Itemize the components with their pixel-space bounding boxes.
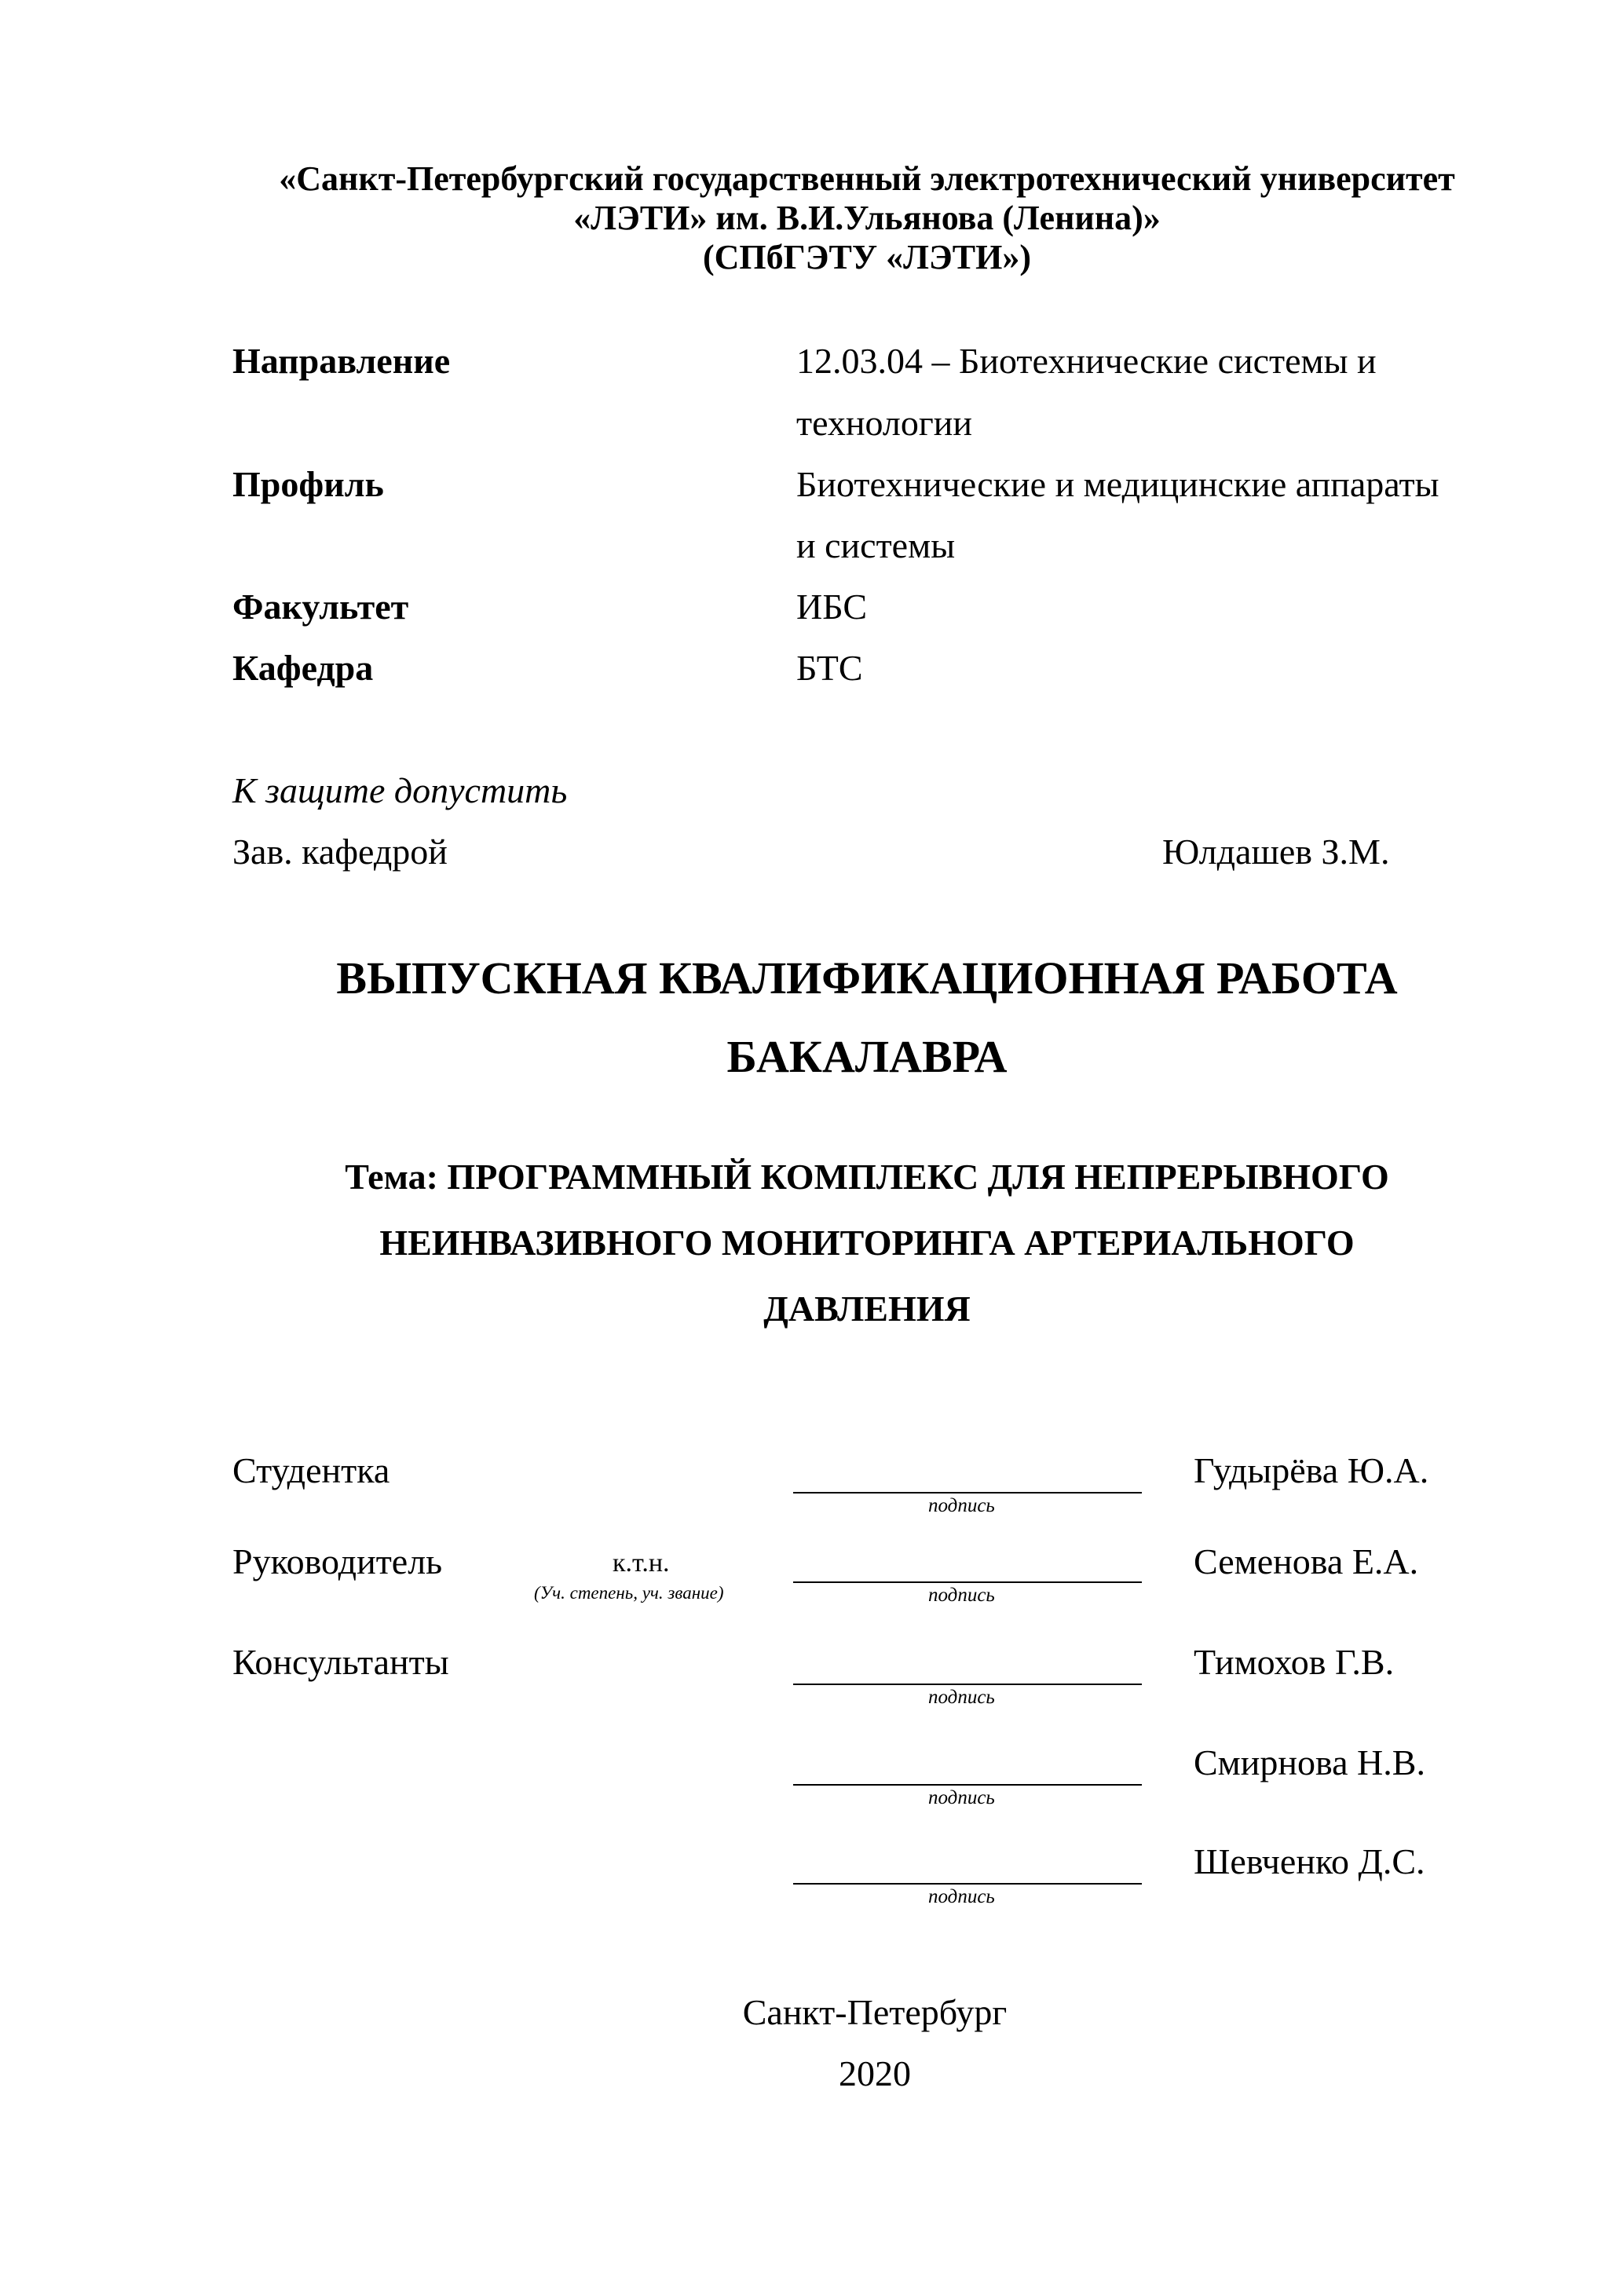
info-value-direction-line2: технологии — [796, 403, 972, 443]
info-value-profile-line1: Биотехнические и медицинские аппараты — [796, 464, 1439, 504]
signature-line — [793, 1581, 1142, 1583]
signature-caption: подпись — [928, 1585, 995, 1606]
info-value-profile-line2: и системы — [796, 525, 956, 565]
signature-line — [793, 1883, 1142, 1885]
signature-name-student: Гудырёва Ю.А. — [1194, 1450, 1429, 1490]
signature-name-consultant-2: Смирнова Н.В. — [1194, 1742, 1425, 1782]
work-title-line1: ВЫПУСКНАЯ КВАЛИФИКАЦИОННАЯ РАБОТА — [336, 952, 1398, 1004]
university-abbreviation: (СПбГЭТУ «ЛЭТИ») — [703, 238, 1031, 276]
signature-role-supervisor: Руководитель — [232, 1541, 443, 1581]
topic-line3: ДАВЛЕНИЯ — [763, 1289, 971, 1329]
signature-caption: подпись — [928, 1687, 995, 1708]
signature-caption: подпись — [928, 1886, 995, 1907]
academic-degree-caption: (Уч. степень, уч. звание) — [534, 1583, 724, 1603]
academic-degree: к.т.н. — [613, 1548, 670, 1578]
signature-line — [793, 1684, 1142, 1685]
info-label-department: Кафедра — [232, 648, 374, 688]
head-of-department-name: Юлдашев З.М. — [1162, 832, 1390, 872]
admit-to-defense: К защите допустить — [232, 770, 568, 810]
work-title-line2: БАКАЛАВРА — [726, 1031, 1008, 1082]
signature-line — [793, 1492, 1142, 1493]
head-of-department-label: Зав. кафедрой — [232, 832, 448, 872]
signature-caption: подпись — [928, 1495, 995, 1516]
signature-line — [793, 1784, 1142, 1786]
signature-name-consultant-1: Тимохов Г.В. — [1194, 1642, 1395, 1682]
info-label-faculty: Факультет — [232, 587, 409, 627]
signature-name-supervisor: Семенова Е.А. — [1194, 1541, 1419, 1581]
info-label-direction: Направление — [232, 341, 451, 381]
info-label-profile: Профиль — [232, 464, 384, 504]
info-value-faculty: ИБС — [796, 587, 868, 627]
topic-line1: Тема: ПРОГРАММНЫЙ КОМПЛЕКС ДЛЯ НЕПРЕРЫВНОГО — [345, 1157, 1389, 1197]
year: 2020 — [839, 2053, 911, 2093]
info-value-department: БТС — [796, 648, 863, 688]
signature-role-student: Студентка — [232, 1450, 390, 1490]
city: Санкт-Петербург — [742, 1992, 1008, 2032]
university-name-line2: «ЛЭТИ» им. В.И.Ульянова (Ленина)» — [573, 199, 1161, 237]
university-name-line1: «Санкт-Петербургский государственный электротехнический университет — [279, 159, 1455, 198]
signature-role-consultants: Консультанты — [232, 1642, 449, 1682]
topic-line2: НЕИНВАЗИВНОГО МОНИТОРИНГА АРТЕРИАЛЬНОГО — [379, 1223, 1355, 1263]
signature-caption: подпись — [928, 1787, 995, 1808]
signature-name-consultant-3: Шевченко Д.С. — [1194, 1841, 1425, 1881]
info-value-direction-line1: 12.03.04 – Биотехнические системы и — [796, 341, 1377, 381]
